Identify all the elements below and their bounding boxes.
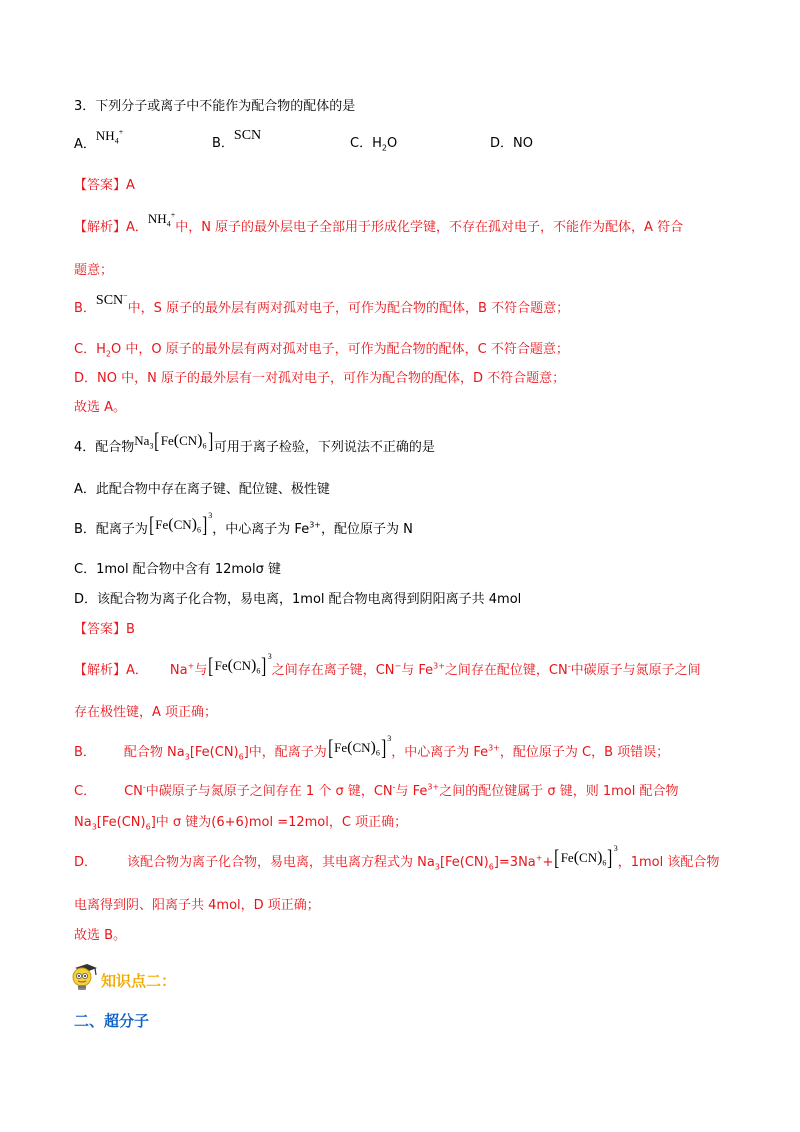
q3-option-d: D．NO [490,136,533,151]
q4-answer: 【答案】B [74,622,135,637]
q4-analysis-c: C． CN-中碳原子与氮原子之间存在 1 个 σ 键，CN-与 $Fe^{3+}$之间的配位键属于 σ 键，则 1mol 配合物 [74,782,679,799]
q3-conclusion: 故选 A。 [74,400,127,415]
q4-option-d: D．该配合物为离子化合物，易电离，1mol 配合物电离得到阴阳离子共 4mol [74,592,522,607]
q4-option-b: B．配离子为$[Fe(CN)_6]^3$，中心离子为 $Fe^{3+}$，配位原子为 N [74,510,413,537]
q4-conclusion: 故选 B。 [74,928,127,943]
q3-analysis-a-cont: 题意； [74,263,114,278]
q4-analysis-a: 【解析】A． Na+与$[Fe(CN)_6]^3$之间存在离子键，CN−与 $Fe^{3+}$之间存在配位键，CN-中碳原子与氮原子之间 [74,651,701,678]
q4-option-c: C．1mol 配合物中含有 12molσ 键 [74,562,281,577]
q4-analysis-c-cont: $Na_3[Fe(CN)_6]$中 σ 键为(6+6)mol =12mol，C 项正确； [74,815,408,832]
q4-complex-formula: $Na_3[Fe(CN)_6]$ [134,428,213,453]
q3-analysis-c: C．$H_2O$ 中，O 原子的最外层有两对孤对电子，可作为配合物的配体，C 不符合题意； [74,342,569,359]
q4-option-a: A．此配合物中存在离子键、配位键、极性键 [74,482,330,497]
q3-analysis-a: 【解析】A．$NH_4^+$中，N 原子的最外层电子全部用于形成化学键，不存在孤对电子，不能作为配体，A 符合 [74,210,684,235]
q4-analysis-d-cont: 电离得到阴、阳离子共 4mol，D 项正确； [74,898,320,913]
q3-option-c: C．$H_2O$ [350,136,398,153]
q3-option-a: A．$NH_4^+$ [74,127,124,152]
q4-analysis-b: B． 配合物 $Na_3[Fe(CN)_6]$中，配离子为$[Fe(CN)_6]^3$，中心离子为 $Fe^{3+}$，配位原子为 C，B 项错误； [74,733,670,762]
q3-options [74,127,554,159]
q3-stem: 3．下列分子或离子中不能作为配合物的配体的是 [74,99,356,114]
thinking-bulb-icon [69,962,99,992]
q4-stem: 4．配合物$Na_3[Fe(CN)_6]$可用于离子检验，下列说法不正确的是 [74,428,435,455]
q4-analysis-d: D． 该配合物为离子化合物，易电离，其电离方程式为 $Na_3[Fe(CN)_6]=3Na^++[Fe(CN)_6]^3$，1mol 该配合物 [74,843,720,872]
knowledge-point-heading: 知识点二： [101,972,177,990]
q3-option-b: B．SCN [212,128,262,151]
q3-answer: 【答案】A [74,178,135,193]
q3-analysis-b: B．SCN−中，S 原子的最外层有两对孤对电子，可作为配合物的配体，B 不符合题意； [74,291,570,316]
q3-analysis-d: D．NO 中，N 原子的最外层有一对孤对电子，可作为配合物的配体，D 不符合题意； [74,371,566,386]
q4-analysis-a-cont: 存在极性键，A 项正确； [74,705,218,720]
section-heading: 二、超分子 [74,1012,150,1030]
